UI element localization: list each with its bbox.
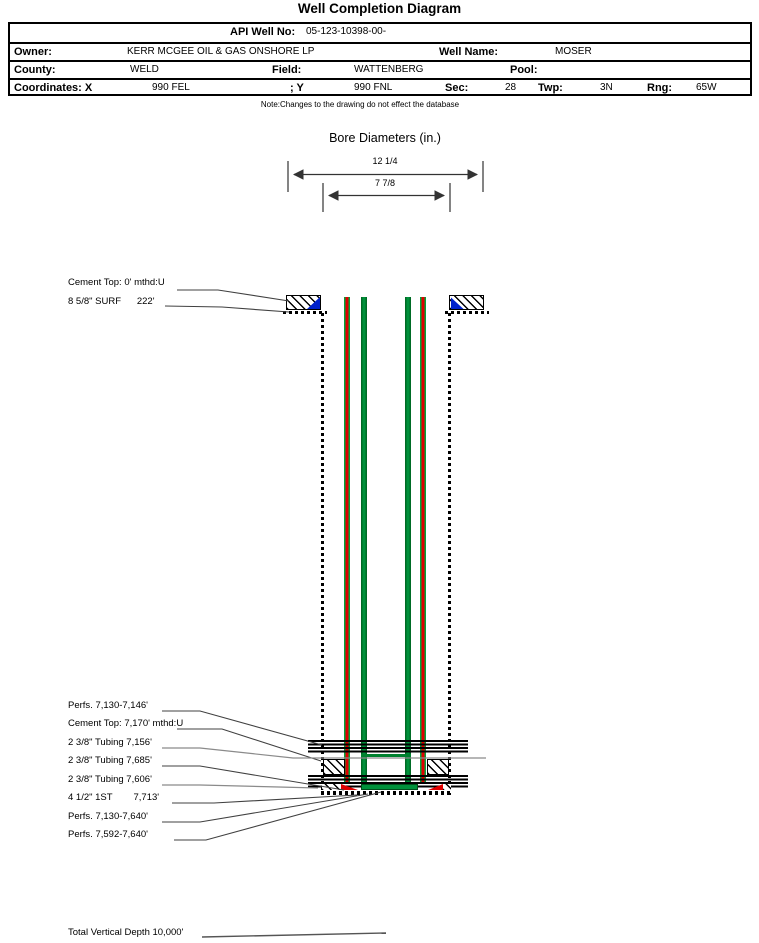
inner-bore-diameter-label: 7 7/8: [374, 178, 396, 188]
tubing-string-red-right: [420, 297, 426, 784]
well-name-label: Well Name:: [439, 46, 499, 58]
bore-diameters-heading: Bore Diameters (in.): [329, 131, 441, 145]
leader-production-string: [172, 795, 357, 803]
twp-value: 3N: [600, 82, 613, 93]
cement-plug-left: [323, 759, 345, 775]
field-value: WATTENBERG: [354, 64, 424, 75]
owner-label: Owner:: [14, 46, 52, 58]
annotation-cement-top-surface: Cement Top: 0' mthd:U: [68, 277, 165, 288]
casing-flange-right: [445, 311, 489, 314]
tubing-string-green-left: [361, 297, 367, 790]
tubing-string-green-right: [405, 297, 411, 790]
pool-label: Pool:: [510, 64, 538, 76]
annotation-tubing-1: 2 3/8" Tubing 7,156': [68, 737, 152, 748]
annotation-tubing-3: 2 3/8" Tubing 7,606': [68, 774, 152, 785]
coordinates-label: Coordinates: X: [14, 82, 93, 94]
borehole-bottom: [321, 791, 451, 795]
cement-plug-right: [427, 759, 449, 775]
table-row-coordinates: [10, 78, 750, 97]
owner-value: KERR MCGEE OIL & GAS ONSHORE LP: [127, 46, 315, 57]
database-note: Note:Changes to the drawing do not effect the database: [260, 100, 460, 109]
annotation-perfs-lower: Perfs. 7,592-7,640': [68, 829, 148, 840]
coordinate-y-label: ; Y: [290, 82, 304, 94]
annotation-perfs-mid: Perfs. 7,130-7,640': [68, 811, 148, 822]
outer-bore-diameter-label: 12 1/4: [372, 156, 398, 166]
leader-cement-top-surface: [177, 290, 289, 301]
borehole-wall-right: [448, 313, 451, 795]
borehole-wall-left: [321, 313, 324, 795]
annotation-surface-casing: 8 5/8" SURF 222': [68, 296, 155, 307]
api-label: API Well No:: [230, 26, 296, 38]
coordinate-x-value: 990 FEL: [152, 82, 190, 93]
county-value: WELD: [130, 64, 159, 75]
tubing-string-red-left: [344, 297, 350, 784]
county-label: County:: [14, 64, 56, 76]
bottom-plug-green: [361, 784, 418, 790]
table-row-api: [10, 24, 750, 42]
tvd-line: [202, 933, 386, 937]
annotation-tubing-2: 2 3/8" Tubing 7,685': [68, 755, 152, 766]
leader-tubing-3: [162, 785, 318, 788]
table-row-owner: [10, 42, 750, 62]
annotation-perfs-upper: Perfs. 7,130-7,146': [68, 700, 148, 711]
annotation-production-string: 4 1/2" 1ST 7,713': [68, 792, 160, 803]
annotation-total-vertical-depth: Total Vertical Depth 10,000': [68, 927, 184, 938]
bottom-hatch-left: [322, 784, 341, 790]
table-row-county: [10, 60, 750, 80]
leader-perfs-upper: [162, 711, 322, 745]
sec-label: Sec:: [445, 82, 469, 94]
well-name-value: MOSER: [555, 46, 592, 57]
tubing-end-connector: [361, 754, 411, 757]
perforation-marks-upper: [308, 740, 468, 753]
leader-perfs-mid: [162, 794, 368, 822]
well-info-table: [8, 22, 752, 96]
bottom-hatch-right: [443, 784, 451, 790]
leader-cement-top-lower: [177, 729, 321, 761]
api-value: 05-123-10398-00-: [306, 26, 387, 37]
page-title: Well Completion Diagram: [297, 1, 462, 16]
annotation-cement-top-lower: Cement Top: 7,170' mthd:U: [68, 718, 184, 729]
rng-label: Rng:: [647, 82, 673, 94]
coordinate-y-value: 990 FNL: [354, 82, 393, 93]
sec-value: 28: [505, 82, 517, 93]
leader-surface-casing: [165, 306, 289, 312]
field-label: Field:: [272, 64, 302, 76]
twp-label: Twp:: [538, 82, 563, 94]
rng-value: 65W: [696, 82, 717, 93]
casing-flange-left: [283, 311, 327, 314]
leader-perfs-lower: [174, 792, 381, 840]
